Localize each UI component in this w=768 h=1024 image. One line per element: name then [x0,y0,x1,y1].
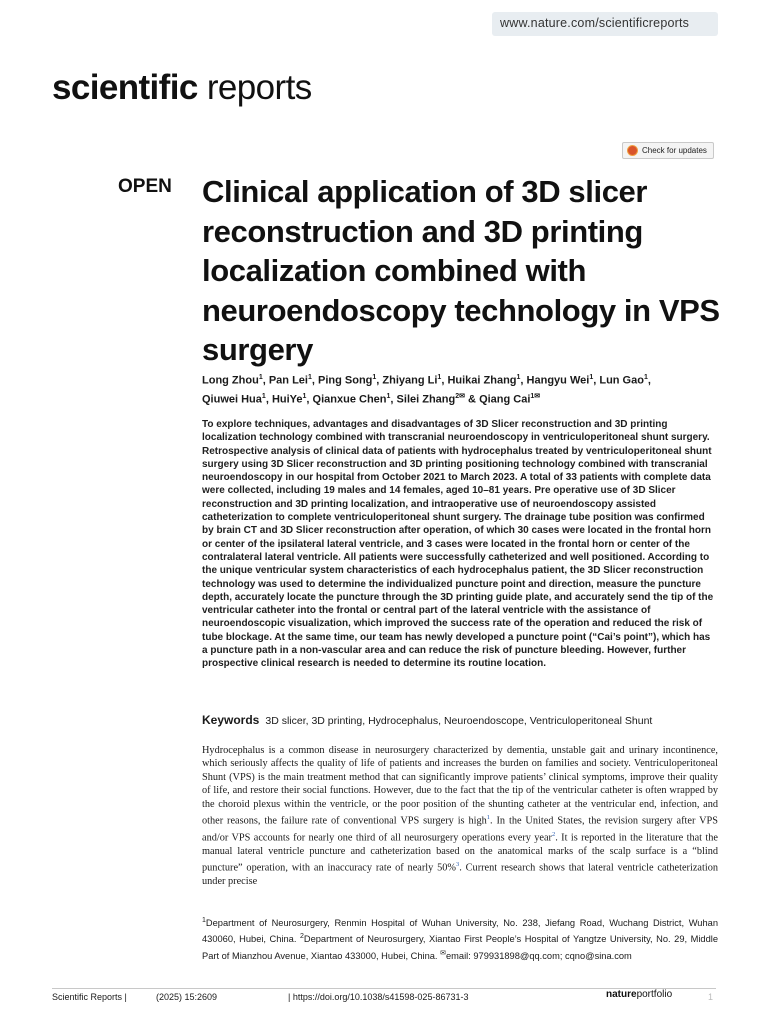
author-name[interactable]: Qiuwei Hua [202,393,262,406]
journal-logo-part2: reports [197,68,312,107]
affiliation-2: Department of Neurosurgery, Xiantao First People’s Hospital of Yangtze University, No. 29, Middle Part of Mianzhou Avenue, Xiantao 433000, Hubei, China. [202,934,718,961]
open-access-label: OPEN [118,176,172,197]
publisher-logo-part1: nature [606,989,637,1000]
author-name[interactable]: HuiYe [271,393,303,406]
keywords-label: Keywords [202,713,260,727]
article-title: Clinical application of 3D slicer reconstruction and 3D printing localization combined with neuroendoscopy technology in VPS surgery [202,174,720,367]
introduction-text [202,744,718,888]
author-name[interactable]: Hangyu Wei [526,374,590,387]
affiliation-sup-1: 1 [202,917,206,924]
author-separator: , [376,374,383,387]
author-separator: , [647,374,651,387]
update-badge-icon [627,145,638,156]
author-list-line1 [202,374,722,387]
nature-portfolio-logo [606,989,672,1000]
footer-doi-link[interactable]: | https://doi.org/10.1038/s41598-025-86731-3 [288,992,469,1002]
author-separator: , [306,393,313,406]
author-name[interactable]: Qiang Cai [479,393,531,406]
footer-journal: Scientific Reports | [52,992,127,1002]
publisher-logo-part2: portfolio [636,989,673,1000]
check-for-updates-button[interactable] [622,142,714,159]
author-separator: , [593,374,600,387]
author-affiliation-sup: 1 [307,374,312,381]
author-name[interactable]: Huikai Zhang [447,374,517,387]
author-name[interactable]: Silei Zhang [396,393,456,406]
author-list-line2 [202,392,722,406]
reference-link-1[interactable]: 1 [486,814,491,822]
reference-link-2[interactable]: 2 [551,830,556,838]
author-affiliation-sup: 1 [261,393,266,400]
author-affiliation-sup: 1 [372,374,377,381]
author-name[interactable]: Zhiyang Li [382,374,438,387]
email-icon: ✉ [440,949,446,957]
check-updates-label: Check for updates [642,146,707,155]
author-affiliation-sup: 1 [302,393,307,400]
author-affiliation-sup: 1 [516,374,521,381]
author-affiliation-sup: 1 [589,374,594,381]
author-separator: , [441,374,448,387]
author-name[interactable]: Long Zhou [202,374,259,387]
author-name[interactable]: Pan Lei [268,374,308,387]
keywords-text: 3D slicer, 3D printing, Hydrocephalus, Neuroendoscope, Ventriculoperitoneal Shunt [265,715,653,727]
body-part4: . Current research shows that lateral ventricle catheterization under precise [202,862,719,887]
body-part1: Hydrocephalus is a common disease in neurosurgery characterized by dementia, unstable gait and urinary incontinence, which seriously affects the quality of life of patients and increases the burden on families and society. Ventriculoperitoneal Shunt (VPS) is the main treatment method that can significantly improve patients’ clinical symptoms, improve their quality of life, and restore their social functions. However, due to the fact that the tip of the ventricular catheter is often wrapped by the choroid plexus within the ventricle, or the poor position of the shunting catheter at the ventricular end, infection, and other reasons, the failure rate of conventional VPS surgery is high [202,745,718,827]
author-affiliation-sup: 1 [386,393,391,400]
journal-logo [52,68,312,108]
author-separator: , [265,393,272,406]
author-separator: , [262,374,269,387]
author-affiliation-sup: 2✉ [455,393,465,400]
abstract [202,418,718,671]
journal-url-link[interactable]: www.nature.com/scientificreports [500,16,690,30]
keywords-section [202,713,652,727]
page-number: 1 [708,992,714,1002]
author-affiliation-sup: 1 [437,374,442,381]
author-separator: & [465,393,480,406]
correspondence-email[interactable]: email: 979931898@qq.com; cqno@sina.com [445,950,632,961]
author-affiliation-sup: 1 [258,374,263,381]
abstract-text: To explore techniques, advantages and disadvantages of 3D Slicer reconstruction and 3D printing localization technology combined with transcranial neuroendoscopy in ventriculoperitoneal shunt surgery. Retrospective analysis of clinical data of patients with hydrocephalus treated by ventriculoperitoneal shunt surgery using 3D Slicer reconstruction and 3D printing positioning technology combined with transcranial neuroendoscopy in our hospital from October 2021 to March 2023. A total of 33 patients with complete data were collected, including 19 males and 14 females, aged 10–81 years. Pre operative use of 3D Slicer reconstruction and 3D printing localization, and intraoperative use of neuroendoscopy assisted catheterization to complete ventriculoperitoneal shunt surgery. The drainage tube position was confirmed by brain CT and 3D Slicer reconstruction after operation, of which 30 cases were located in the frontal horn or center of the ipsilateral lateral ventricle, and 3 cases were located in the frontal horn or center of the contralateral lateral ventricle. All patients were successfully catheterized and well positioned. According to the unique ventricular system characteristics of each hydrocephalus patient, the 3D Slicer reconstruction technology was used to determine the individualized puncture point and direction, measure the puncture depth, accurately locate the puncture through the 3D printing guide plate, and accurately send the tip of the ventricular catheter into the frontal or central part of the lateral ventricle with the assistance of neuroendoscopic visualization, which improved the success rate of the operation and reduced the risk of tube blockage. At the same time, our team has newly developed a puncture point (“Cai’s point”), which has a puncture path in a non-vascular area and can reduce the risk of puncture bleeding. However, further prospective clinical research is needed to determine its routine location. [202,419,714,670]
affiliations [202,914,718,963]
author-name[interactable]: Ping Song [318,374,373,387]
author-separator: , [311,374,318,387]
author-affiliation-sup: 1 [643,374,648,381]
affiliation-1: Department of Neurosurgery, Renmin Hospital of Wuhan University, No. 238, Jiefang Road, Wuchang District, Wuhan 430060, Hubei, China. [202,918,718,945]
author-name[interactable]: Qianxue Chen [312,393,387,406]
body-part3: . It is reported in the literature that the manual lateral ventricle puncture and catheterization based on the anatomical marks of the scalp surface is a “blind puncture” operation, with an inaccuracy rate of nearly 50% [202,832,718,874]
footer-citation: (2025) 15:2609 [156,992,218,1002]
author-separator: , [520,374,527,387]
affiliation-sup-2: 2 [299,933,304,941]
author-name[interactable]: Lun Gao [599,374,644,387]
reference-link-3[interactable]: 3 [456,861,460,869]
author-affiliation-sup: 1✉ [530,393,541,400]
body-part2: . In the United States, the revision surgery after VPS and/or VPS accounts for nearly one third of all neurosurgery operations every year [202,815,718,844]
author-separator: , [390,393,397,406]
journal-logo-part1: scientific [52,68,198,107]
